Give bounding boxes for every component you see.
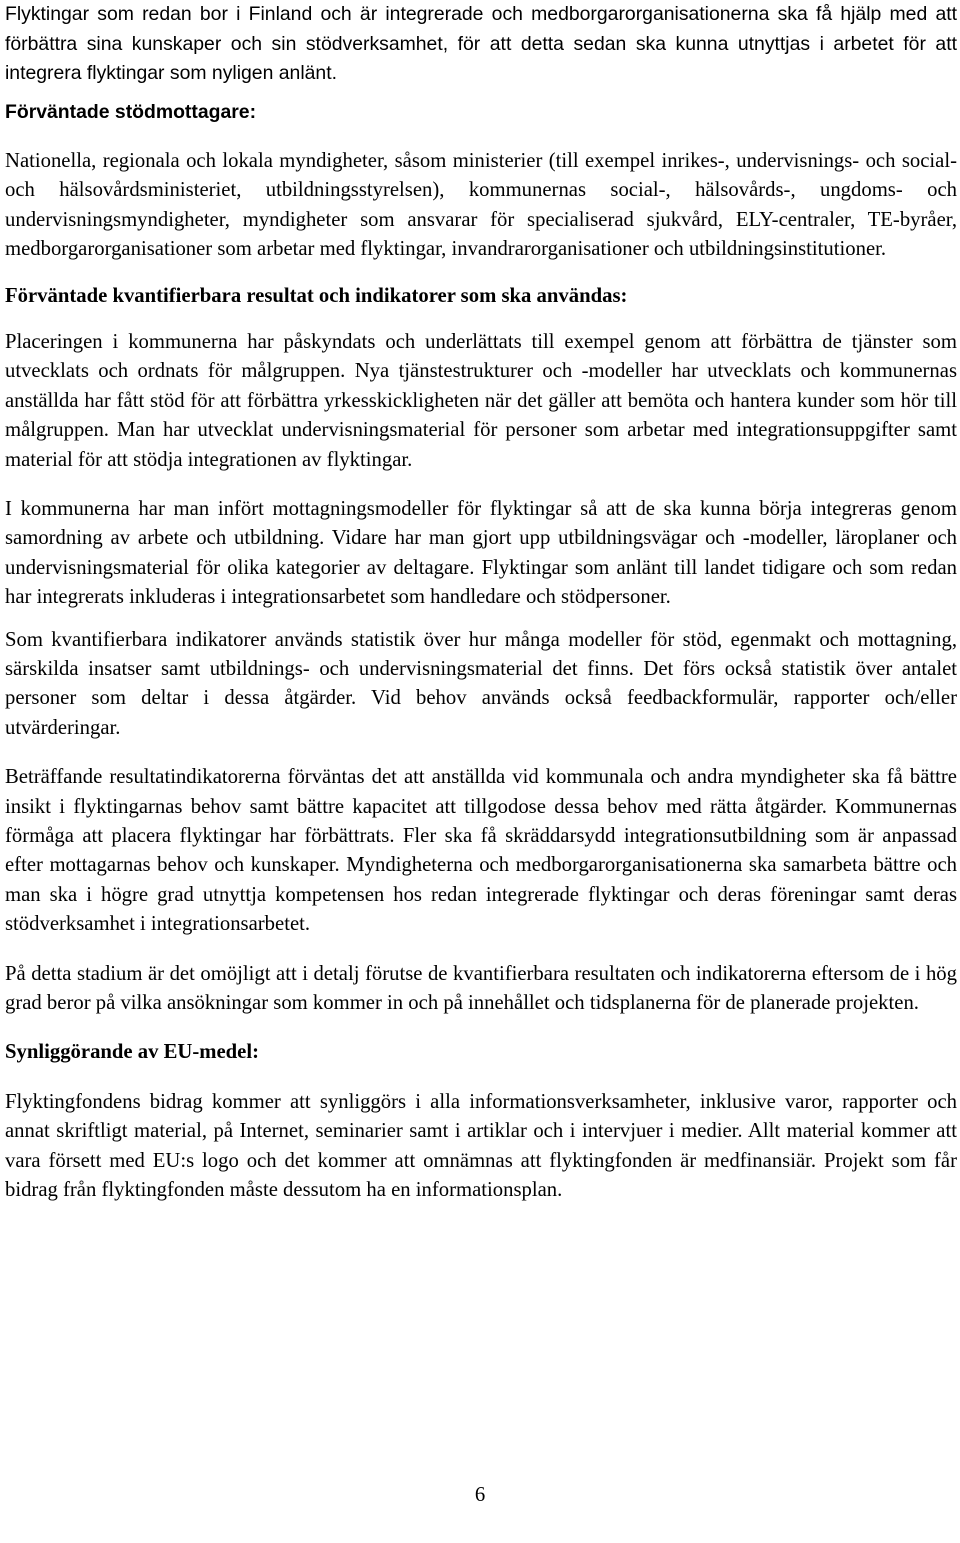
page-number: 6	[474, 1484, 486, 1506]
heading-expected-recipients: Förväntade stödmottagare:	[5, 100, 257, 123]
paragraph-results-1: Placeringen i kommunerna har påskyndats och underlättats till exempel genom att förbättra de tjänster som utvecklats och ordnats för målgruppen. Nya tjänstestrukturer och -modeller har utvecklats och kommunernas anställda har fått stöd för att förbättra yrkesskickligheten när det gäller att bemöta och hantera kunder som hör till målgruppen. Man har utvecklat undervisningsmaterial för personer som arbetar med integrationsuppgifter samt material för att stödja integrationen av flyktingar.	[5, 330, 957, 471]
paragraph-results-4: Beträffande resultatindikatorerna förväntas det att anställda vid kommunala och andra myndigheter ska få bättre insikt i flyktingarnas behov samt bättre kapacitet att tillgodose dessa behov med rätta åtgärder. Kommunernas förmåga att placera flyktingar har förbättrats. Fler ska få skräddarsydd integrationsutbildning som är anpassad efter mottagarnas behov och kunskaper. Myndigheterna och medborgarorganisationerna ska samarbeta bättre och man ska i högre grad utnyttja kompetensen hos redan integrerade flyktingar och deras föreningar samt deras stödverksamhet i integrationsarbetet.	[5, 766, 957, 936]
document-page	[5, 0, 957, 1543]
intro-paragraph: Flyktingar som redan bor i Finland och är integrerade och medborgarorganisationerna ska få hjälp med att förbättra sina kunskaper och sin stödverksamhet, för att detta sedan ska kunna utnyttjas i arbetet för att integrera flyktingar som nyligen anlänt.	[5, 3, 957, 84]
paragraph-eu-visibility: Flyktingfondens bidrag kommer att synliggörs i alla informationsverksamheter, inklusive varor, rapporter och annat skriftligt material, på Internet, seminarier samt i artiklar och i intervjuer i medier. Allt material kommer att vara försett med EU:s logo och det kommer att omnämnas att flyktingfonden är medfinansiär. Projekt som får bidrag från flyktingfonden måste dessutom ha en informationsplan.	[5, 1090, 957, 1202]
paragraph-expected-recipients: Nationella, regionala och lokala myndigheter, såsom ministerier (till exempel inrikes-, undervisnings- och social- och hälsovårdsministeriet, utbildningsstyrelsen), kommunernas social-, hälsovårds-, ungdoms- och undervisningsmyndigheter, myndigheter som ansvarar för specialiserad sjukvård, ELY-centraler, TE-byråer, medborgarorganisationer som arbetar med flyktingar, invandrarorganisationer och utbildningsinstitutioner.	[5, 149, 957, 261]
paragraph-results-3: Som kvantifierbara indikatorer används statistik över hur många modeller för stöd, egenmakt och mottagning, särskilda insatser samt utbildnings- och undervisningsmaterial det finns. Det förs också statistik över antalet personer som deltar i dessa åtgärder. Vid behov används också feedbackformulär, rapporter och/eller utvärderingar.	[5, 628, 957, 739]
heading-expected-results: Förväntade kvantifierbara resultat och indikatorer som ska användas:	[5, 284, 628, 307]
paragraph-results-2: I kommunerna har man infört mottagningsmodeller för flyktingar så att de ska kunna börja integreras genom samordning av arbete och utbildning. Vidare har man gjort upp utbildningsvägar och -modeller, läroplaner och undervisningsmaterial för olika kategorier av deltagare. Flyktingar som anlänt till landet tidigare och som redan har integrerats inkluderas i integrationsarbetet som handledare och stödpersoner.	[5, 497, 957, 609]
heading-eu-visibility: Synliggörande av EU-medel:	[5, 1041, 259, 1064]
paragraph-results-5: På detta stadium är det omöjligt att i detalj förutse de kvantifierbara resultaten och indikatorerna eftersom de i hög grad beror på vilka ansökningar som kommer in och på innehållet och tidsplanerna för de planerade projekten.	[5, 962, 957, 1015]
